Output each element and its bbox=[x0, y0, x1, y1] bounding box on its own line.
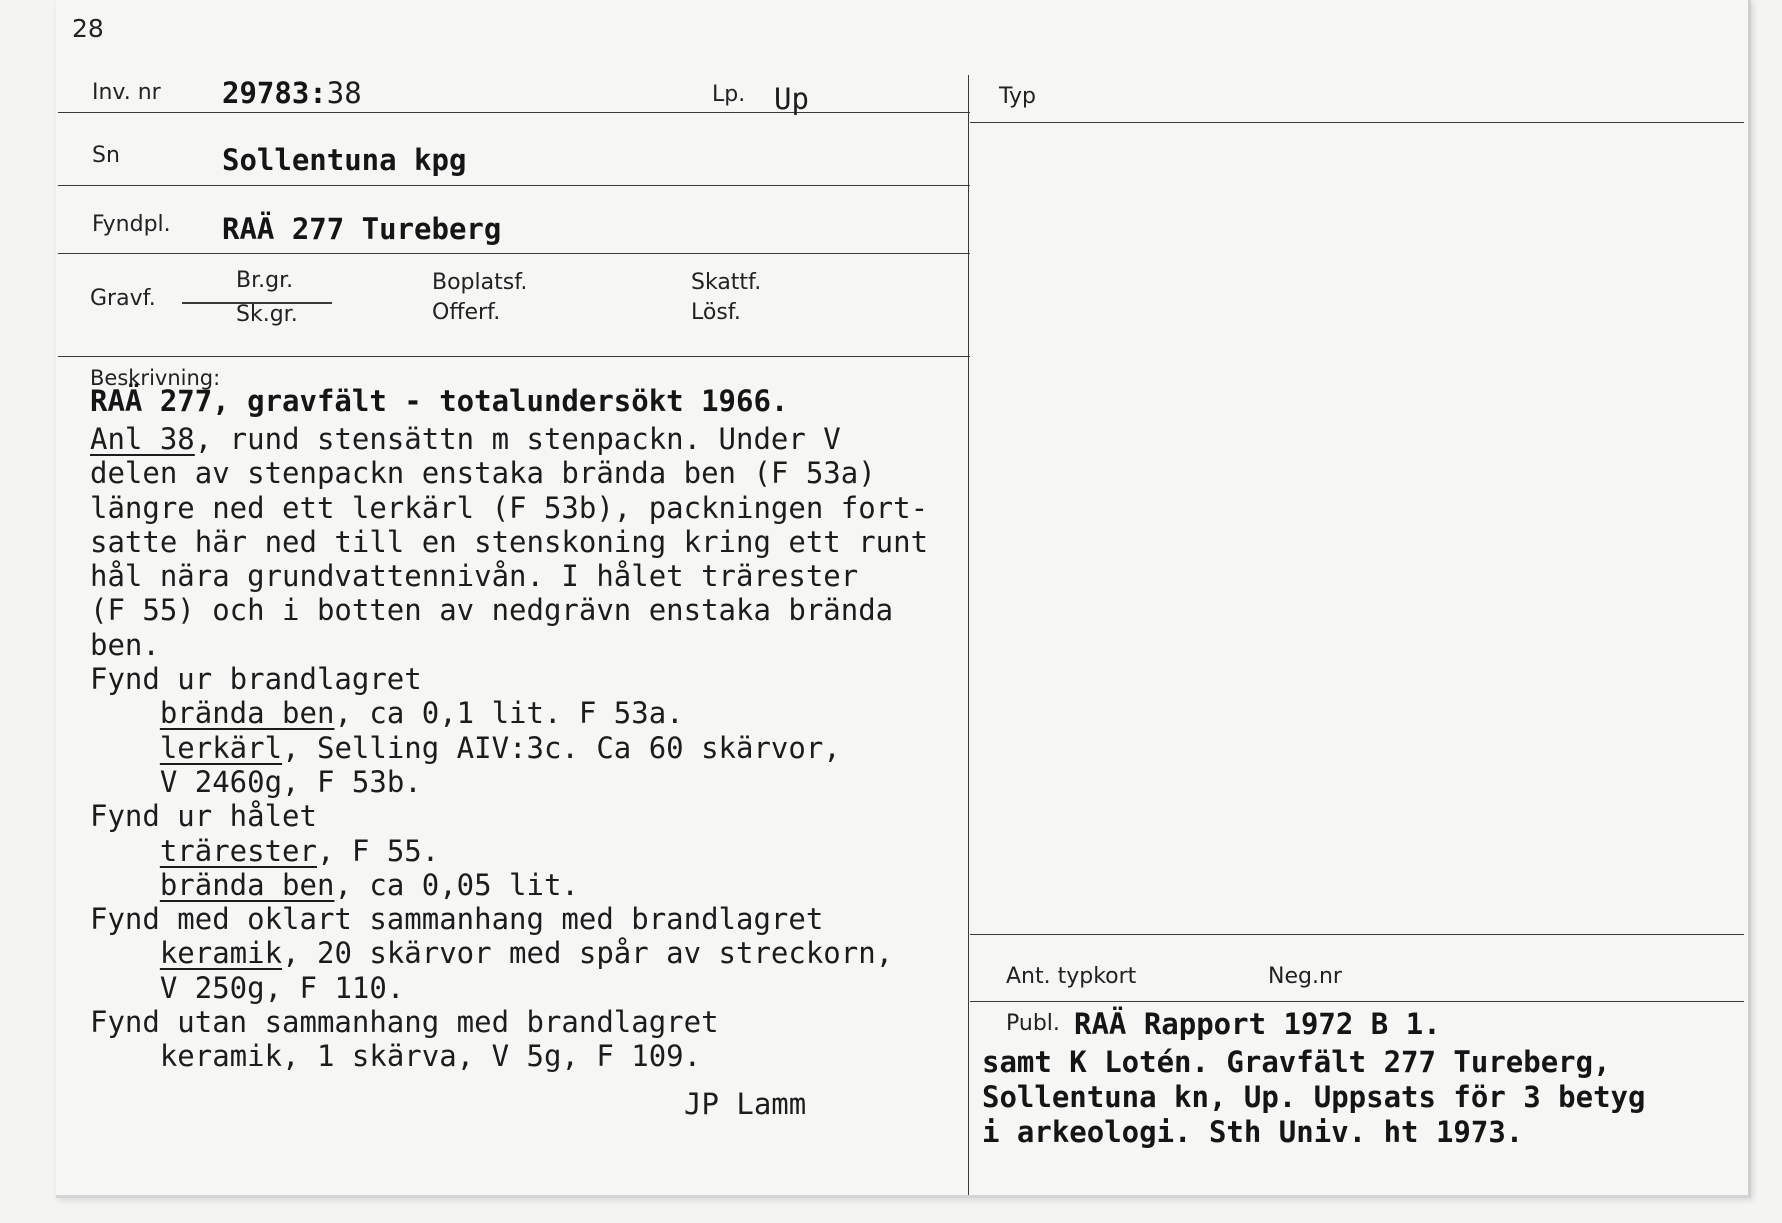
offerf-label: Offerf. bbox=[432, 300, 501, 325]
beskrivning-line bbox=[90, 559, 990, 593]
losf-label: Lösf. bbox=[691, 300, 741, 325]
sn-value: Sollentuna kpg bbox=[222, 143, 467, 177]
line-text: Fynd ur brandlagret bbox=[90, 662, 422, 697]
underlined-term: trärester bbox=[159, 833, 317, 868]
ant-typkort-label: Ant. typkort bbox=[1006, 964, 1137, 989]
line-text: V 250g, F 110. bbox=[159, 970, 405, 1005]
beskrivning-line bbox=[90, 1005, 990, 1039]
beskrivning-line bbox=[90, 491, 990, 525]
beskrivning-heading: RAÄ 277, gravfält - totalundersökt 1966. bbox=[90, 384, 789, 418]
beskrivning-line bbox=[90, 696, 990, 730]
gravf-label: Gravf. bbox=[90, 286, 156, 311]
inv-nr-suffix: 38 bbox=[326, 76, 362, 110]
publ-text bbox=[982, 1045, 1645, 1150]
underlined-term: brända ben bbox=[159, 867, 335, 902]
publ-line: samt K Lotén. Gravfält 277 Tureberg, bbox=[982, 1045, 1611, 1079]
line-text: , ca 0,1 lit. F 53a. bbox=[334, 696, 684, 731]
line-text: , rund stensättn m stenpackn. Under V bbox=[194, 422, 841, 456]
rule-ant-typkort-bottom bbox=[970, 1001, 1744, 1002]
beskrivning-text bbox=[90, 422, 990, 1074]
underlined-term: keramik bbox=[159, 936, 283, 971]
line-text: Fynd med oklart sammanhang med brandlagret bbox=[90, 902, 824, 937]
line-text: , 20 skärvor med spår av streckorn, bbox=[282, 936, 894, 971]
beskrivning-line bbox=[90, 628, 990, 662]
beskrivning-line bbox=[90, 422, 990, 456]
line-text: , F 55. bbox=[316, 833, 440, 868]
rule-typ bbox=[970, 122, 1744, 123]
inv-nr-number: 29783: bbox=[222, 76, 327, 110]
line-text: (F 55) och i botten av nedgrävn enstaka brända bbox=[90, 593, 894, 628]
line-text: satte här ned till en stenskoning kring ett runt bbox=[90, 524, 929, 559]
fyndpl-label: Fyndpl. bbox=[92, 212, 171, 237]
line-text: hål nära grundvattennivån. I hålet trärester bbox=[90, 559, 859, 594]
underlined-term: lerkärl bbox=[159, 730, 283, 765]
typ-label: Typ bbox=[999, 84, 1036, 109]
rule-ant-typkort-top bbox=[970, 934, 1744, 935]
beskrivning-line bbox=[90, 971, 990, 1005]
line-text: längre ned ett lerkärl (F 53b), packningen fort- bbox=[90, 490, 929, 525]
skattf-label: Skattf. bbox=[691, 270, 762, 295]
beskrivning-line bbox=[90, 868, 990, 902]
lp-value: Up bbox=[774, 82, 809, 116]
publ-label: Publ. bbox=[1006, 1011, 1060, 1036]
neg-nr-label: Neg.nr bbox=[1268, 964, 1342, 989]
inv-nr-value bbox=[222, 76, 362, 110]
publ-line: Sollentuna kn, Up. Uppsats för 3 betyg bbox=[982, 1080, 1646, 1114]
publ-line: i arkeologi. Sth Univ. ht 1973. bbox=[982, 1115, 1524, 1149]
card-number: 28 bbox=[72, 14, 104, 43]
beskrivning-line bbox=[90, 1039, 990, 1073]
beskrivning-line bbox=[90, 936, 990, 970]
beskrivning-line bbox=[90, 765, 990, 799]
rule-inv bbox=[58, 112, 970, 113]
beskrivning-label: Beskrivning: bbox=[90, 366, 221, 390]
signature: JP Lamm bbox=[684, 1087, 807, 1121]
beskrivning-line bbox=[90, 662, 990, 696]
beskrivning-line bbox=[90, 731, 990, 765]
fyndpl-value: RAÄ 277 Tureberg bbox=[222, 212, 502, 246]
beskrivning-line bbox=[90, 799, 990, 833]
beskrivning-line bbox=[90, 834, 990, 868]
line-text: ben. bbox=[90, 627, 160, 662]
beskrivning-line bbox=[90, 593, 990, 627]
boplatsf-label: Boplatsf. bbox=[432, 270, 528, 295]
rule-gravf bbox=[58, 356, 970, 357]
rule-fyndpl bbox=[58, 253, 970, 254]
publ-first-line: RAÄ Rapport 1972 B 1. bbox=[1074, 1007, 1441, 1041]
beskrivning-line bbox=[90, 902, 990, 936]
underlined-term: brända ben bbox=[159, 696, 335, 731]
brgr-label: Br.gr. bbox=[236, 268, 294, 293]
inv-nr-label: Inv. nr bbox=[92, 80, 161, 105]
line-text: Fynd ur hålet bbox=[90, 799, 317, 834]
rule-sn bbox=[58, 185, 970, 186]
lp-label: Lp. bbox=[712, 82, 746, 107]
beskrivning-line bbox=[90, 456, 990, 490]
line-text: delen av stenpackn enstaka brända ben (F 53a) bbox=[90, 456, 876, 491]
line-text: , ca 0,05 lit. bbox=[334, 867, 579, 902]
line-text: keramik, 1 skärva, V 5g, F 109. bbox=[159, 1039, 702, 1074]
skgr-label: Sk.gr. bbox=[236, 302, 298, 327]
beskrivning-line bbox=[90, 525, 990, 559]
line-text: , Selling AIV:3c. Ca 60 skärvor, bbox=[282, 730, 841, 765]
underlined-term: Anl 38 bbox=[90, 422, 195, 456]
sn-label: Sn bbox=[92, 143, 120, 168]
line-text: V 2460g, F 53b. bbox=[159, 764, 422, 799]
line-text: Fynd utan sammanhang med brandlagret bbox=[90, 1005, 719, 1040]
